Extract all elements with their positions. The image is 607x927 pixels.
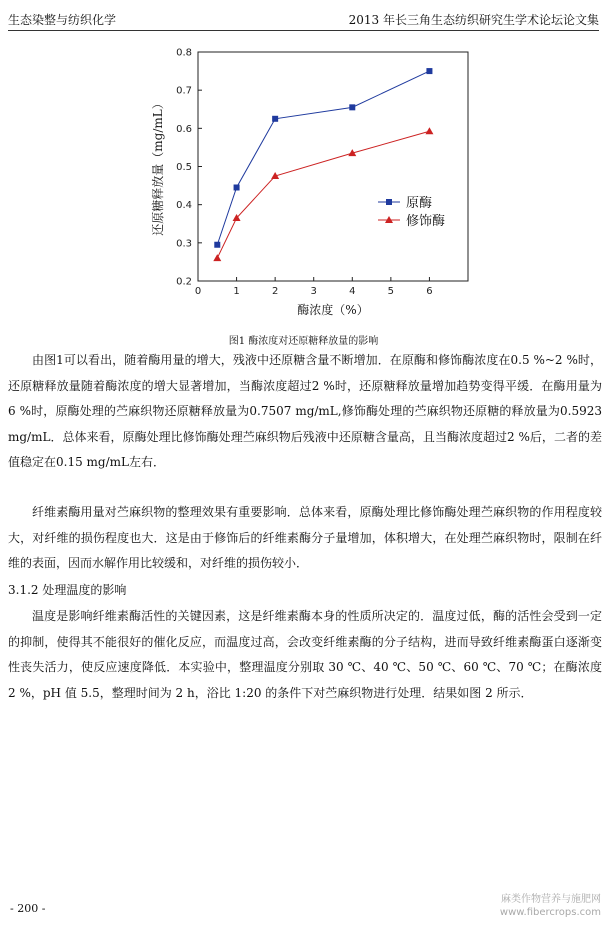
header-left: 生态染整与纺织化学 <box>8 13 117 27</box>
y-tick-label: 0.5 <box>176 162 192 173</box>
series-line-1 <box>217 71 429 245</box>
data-point <box>214 242 220 248</box>
legend-label: 原酶 <box>406 196 433 211</box>
data-point <box>426 68 432 74</box>
watermark <box>471 893 601 919</box>
legend-marker <box>386 199 392 205</box>
y-tick-label: 0.6 <box>176 123 192 135</box>
page-header <box>8 6 599 31</box>
x-tick-label: 1 <box>233 286 240 297</box>
figure-caption: 图1 酶浓度对还原糖释放量的影响 <box>228 336 379 347</box>
paragraph-2: 纤维素酶用量对苎麻织物的整理效果有重要影响．总体来看，原酶处理比修饰酶处理苎麻织物的作用程度较大，对纤维的损伤程度也大．这是由于修饰后的纤维素酶分子量增加，体积增大，在处理苎麻织物时，限制在纤维的表面，因而水解作用比较缓和，对纤维的损伤较小． <box>8 505 602 571</box>
y-tick-label: 0.3 <box>176 238 192 250</box>
x-tick-label: 3 <box>310 286 317 297</box>
data-point <box>272 116 278 122</box>
section-title: 3.1.2 处理温度的影响 <box>8 583 127 597</box>
legend-label: 修饰酶 <box>406 214 446 229</box>
y-tick-label: 0.8 <box>176 47 192 59</box>
plot-frame <box>198 52 468 281</box>
watermark-url: www.fibercrops.com <box>499 907 601 918</box>
data-point <box>213 254 221 261</box>
paragraph-3: 温度是影响纤维素酶活性的关键因素，这是纤维素酶本身的性质所决定的．温度过低，酶的活性会受到一定的抑制，使得其不能很好的催化反应，而温度过高，会改变纤维素酶的分子结构，进而导致纤维素酶蛋白逐渐变性丧失活力，使反应速度降低．本实验中，整理温度分别取 30 ℃、40 ℃、50 ℃、60 ℃、70 ℃；在酶浓度 2 %，pH 值 5.5，整理时间为 2 h，浴比 1:20 的条件下对苎麻织物进行处理．结果如图 2 所示． <box>8 609 602 700</box>
x-axis-label: 酶浓度（%） <box>297 303 369 317</box>
header-right: 2013 年长三角生态纺织研究生学术论坛论文集 <box>348 13 599 27</box>
x-tick-label: 5 <box>387 286 395 297</box>
x-tick-label: 4 <box>349 286 356 297</box>
x-tick-label: 2 <box>271 286 279 297</box>
paragraph-1: 由图1可以看出，随着酶用量的增大，残液中还原糖含量不断增加．在原酶和修饰酶浓度在0.5 %~2 %时，还原糖释放量随着酶浓度的增大显著增加，当酶浓度超过2 %时，还原糖释放量增加趋势变得平缓．在酶用量为6 %时，原酶处理的苎麻织物还原糖释放量为0.7507 mg/mL,修饰酶处理的苎麻织物还原糖的释放量为0.5923 mg/mL．总体来看，原酶处理比修饰酶处理苎麻织物后残液中还原糖含量高，且当酶浓度超过2 %后，二者的差值稳定在0.15 mg/mL左右． <box>8 353 602 470</box>
figure-1-chart <box>148 44 476 326</box>
y-axis-label: 还原糖释放量（mg/mL） <box>151 97 165 236</box>
y-tick-label: 0.7 <box>176 85 192 97</box>
x-tick-label: 0 <box>194 286 202 297</box>
series-line-2 <box>217 131 429 258</box>
y-tick-label: 0.4 <box>176 200 192 212</box>
x-tick-label: 6 <box>426 286 433 297</box>
page-number: - 200 - <box>10 902 46 915</box>
data-point <box>349 104 355 110</box>
data-point <box>234 184 240 190</box>
watermark-cn: 麻类作物营养与施肥网 <box>501 894 601 905</box>
y-tick-label: 0.2 <box>176 276 192 288</box>
data-point <box>425 127 433 134</box>
